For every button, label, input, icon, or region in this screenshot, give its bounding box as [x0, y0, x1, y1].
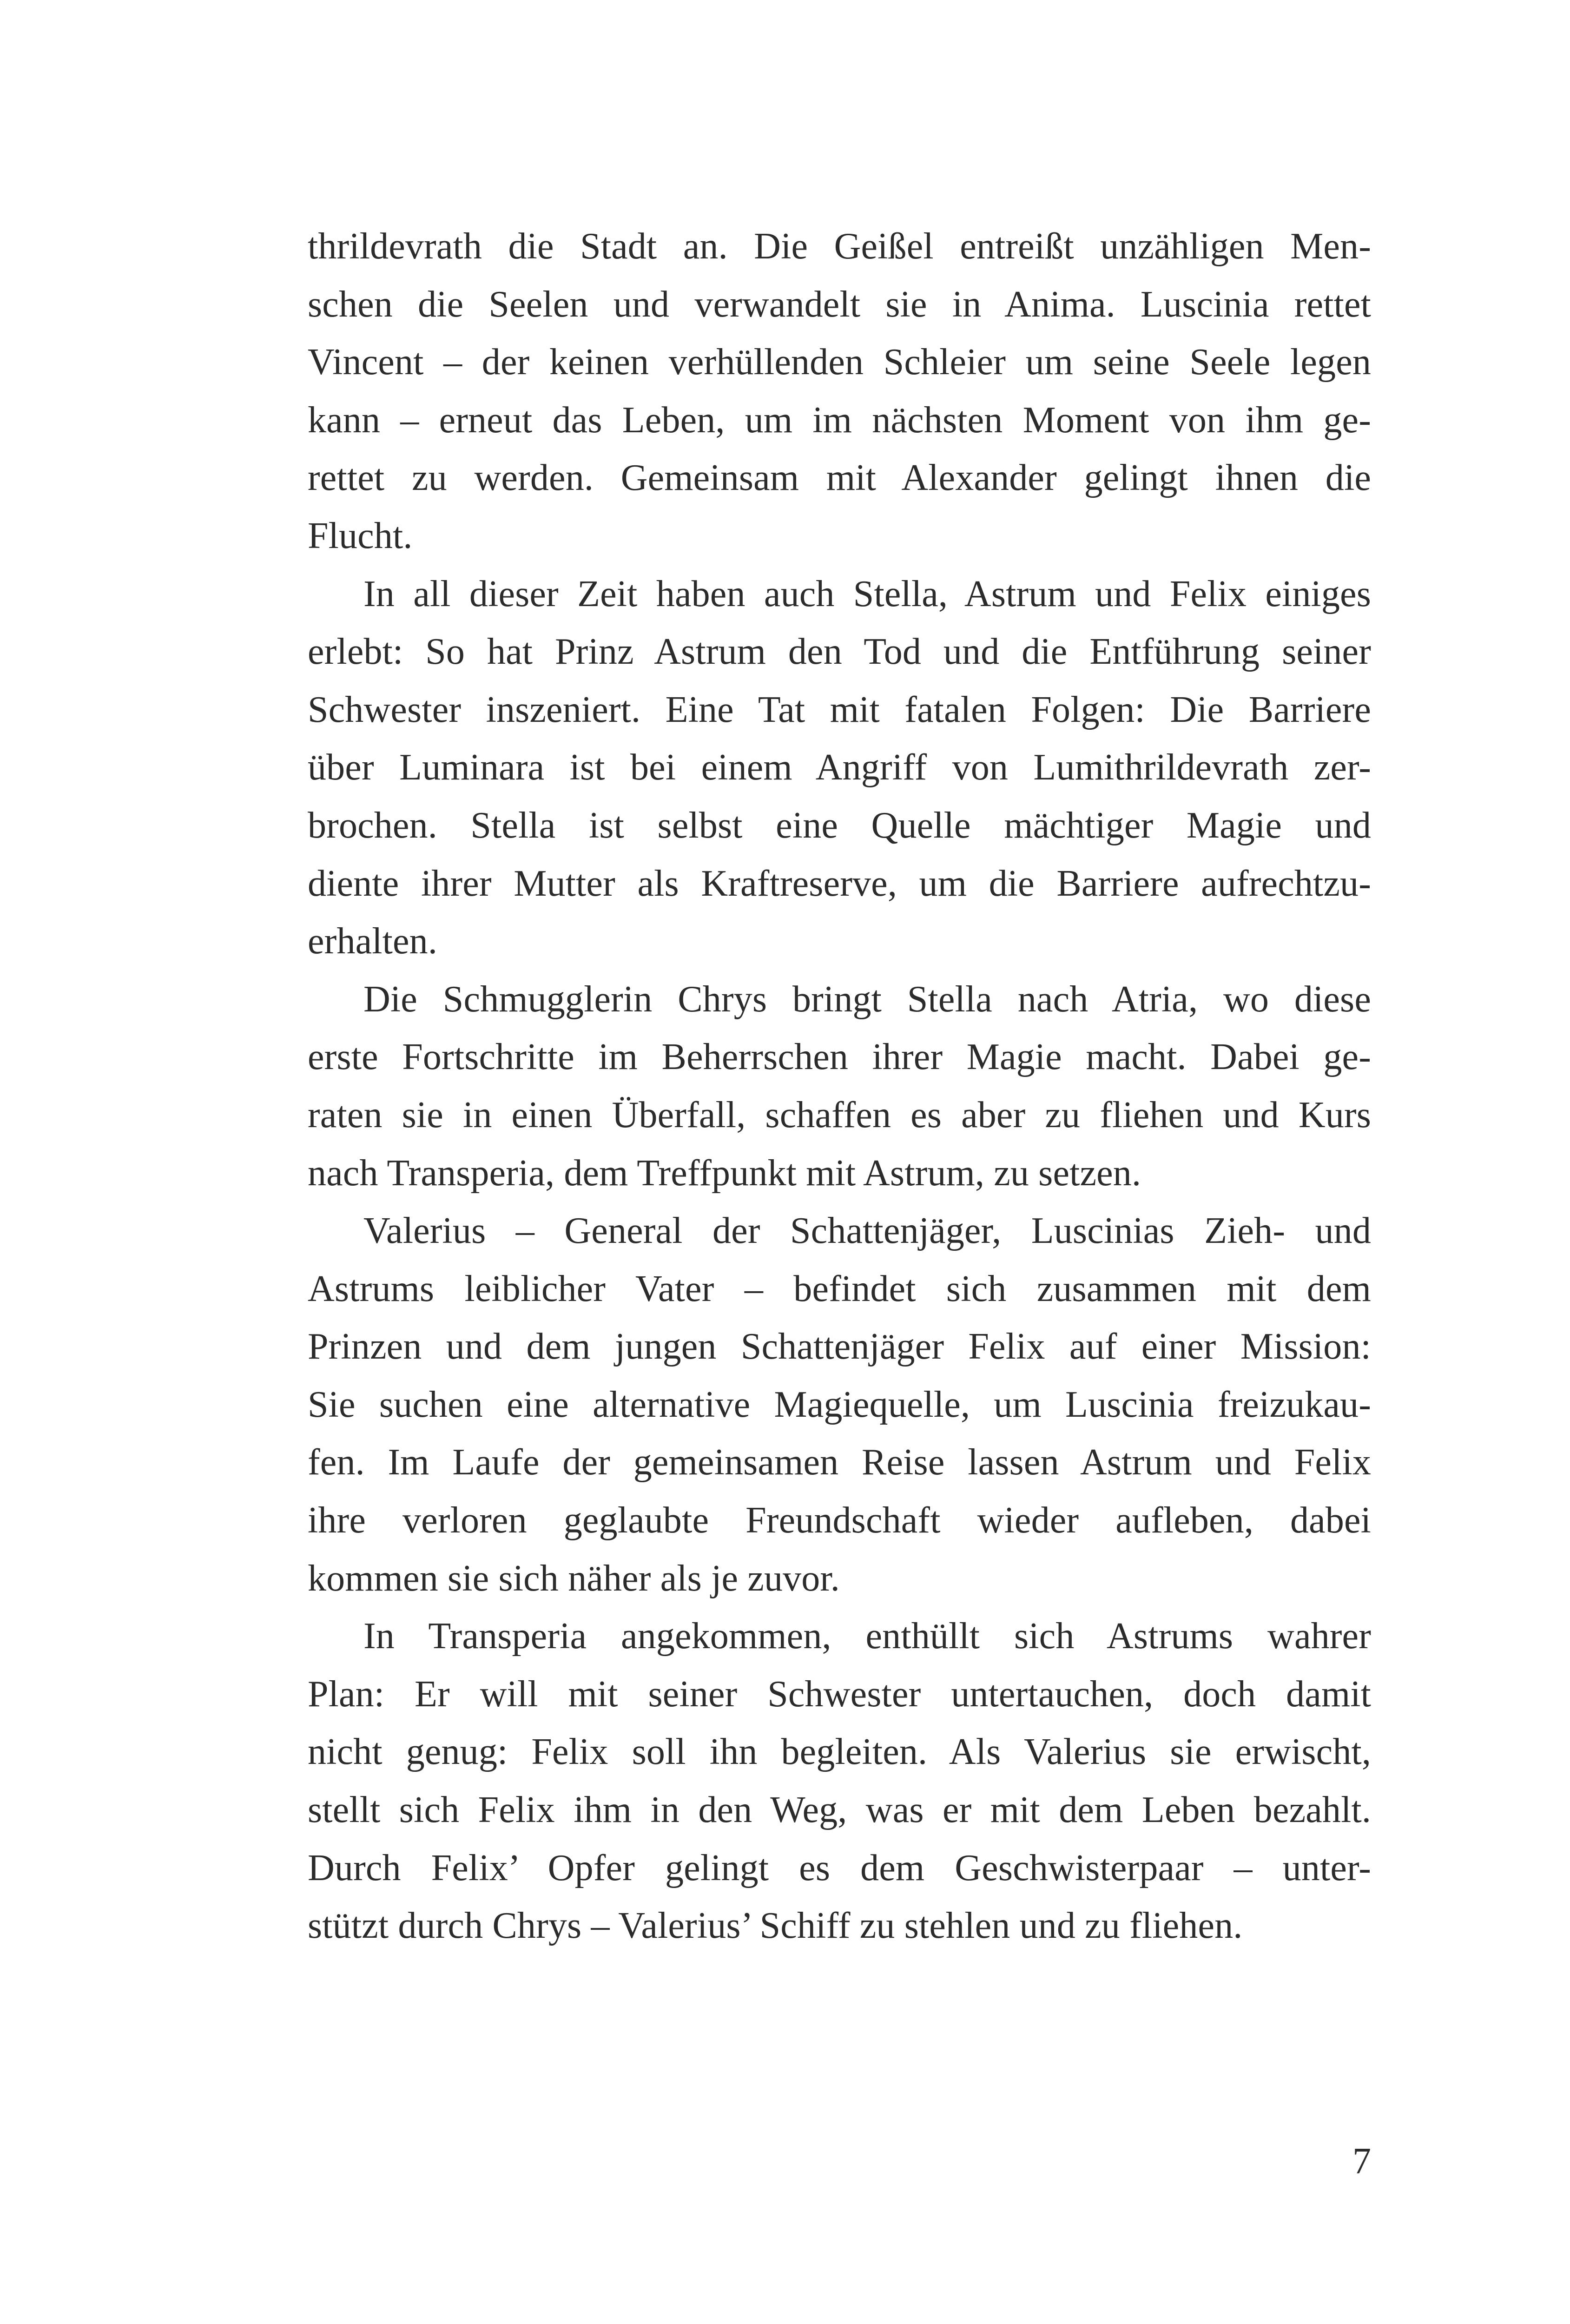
text-line: nach Transperia, dem Treffpunkt mit Astrum, zu setzen. — [308, 1152, 1141, 1194]
text-line: Durch Felix’ Opfer gelingt es dem Geschwisterpaar – unter- — [308, 1847, 1371, 1888]
text-line: nicht genug: Felix soll ihn begleiten. Als Valerius sie erwischt, — [308, 1731, 1371, 1773]
body-text — [308, 218, 1371, 1955]
paragraph — [308, 1202, 1371, 1607]
text-line: Die Schmugglerin Chrys bringt Stella nach Atria, wo diese — [363, 978, 1371, 1020]
text-line: Flucht. — [308, 515, 413, 556]
text-line: Vincent – der keinen verhüllenden Schleier um seine Seele legen — [308, 342, 1371, 383]
text-line: raten sie in einen Überfall, schaffen es aber zu fliehen und Kurs — [308, 1094, 1371, 1136]
text-line: Plan: Er will mit seiner Schwester untertauchen, doch damit — [308, 1673, 1371, 1715]
text-line: erlebt: So hat Prinz Astrum den Tod und die Entführung seiner — [308, 631, 1371, 673]
paragraph — [308, 1607, 1371, 1955]
text-line: schen die Seelen und verwandelt sie in Anima. Luscinia rettet — [308, 284, 1371, 325]
text-line: Astrums leiblicher Vater – befindet sich zusammen mit dem — [308, 1268, 1371, 1309]
text-line: Valerius – General der Schattenjäger, Luscinias Zieh- und — [363, 1210, 1371, 1252]
text-line: rettet zu werden. Gemeinsam mit Alexander gelingt ihnen die — [308, 457, 1371, 499]
text-line: kommen sie sich näher als je zuvor. — [308, 1558, 840, 1599]
paragraph — [308, 971, 1371, 1202]
text-line: kann – erneut das Leben, um im nächsten Moment von ihm ge- — [308, 399, 1371, 441]
text-line: erste Fortschritte im Beherrschen ihrer Magie macht. Dabei ge- — [308, 1037, 1371, 1078]
text-line: Sie suchen eine alternative Magiequelle, um Luscinia freizukau- — [308, 1384, 1371, 1425]
text-line: fen. Im Laufe der gemeinsamen Reise lassen Astrum und Felix — [308, 1442, 1371, 1483]
text-line: ihre verloren geglaubte Freundschaft wieder aufleben, dabei — [308, 1500, 1371, 1541]
text-line: Schwester inszeniert. Eine Tat mit fatalen Folgen: Die Barriere — [308, 689, 1371, 730]
page-number: 7 — [1352, 2141, 1371, 2182]
text-line: thrildevrath die Stadt an. Die Geißel entreißt unzähligen Men- — [308, 226, 1371, 267]
text-line: diente ihrer Mutter als Kraftreserve, um die Barriere aufrechtzu- — [308, 863, 1371, 904]
text-line: über Luminara ist bei einem Angriff von Lumithrildevrath zer- — [308, 747, 1371, 788]
text-line: In Transperia angekommen, enthüllt sich Astrums wahrer — [363, 1616, 1371, 1657]
text-line: erhalten. — [308, 921, 437, 962]
paragraph — [308, 218, 1371, 565]
text-line: brochen. Stella ist selbst eine Quelle mächtiger Magie und — [308, 805, 1371, 846]
text-line: Prinzen und dem jungen Schattenjäger Felix auf einer Mission: — [308, 1326, 1371, 1367]
text-line: stellt sich Felix ihm in den Weg, was er mit dem Leben bezahlt. — [308, 1789, 1371, 1831]
text-line: stützt durch Chrys – Valerius’ Schiff zu stehlen und zu fliehen. — [308, 1905, 1243, 1947]
text-line: In all dieser Zeit haben auch Stella, Astrum und Felix einiges — [363, 573, 1371, 614]
paragraph — [308, 565, 1371, 971]
